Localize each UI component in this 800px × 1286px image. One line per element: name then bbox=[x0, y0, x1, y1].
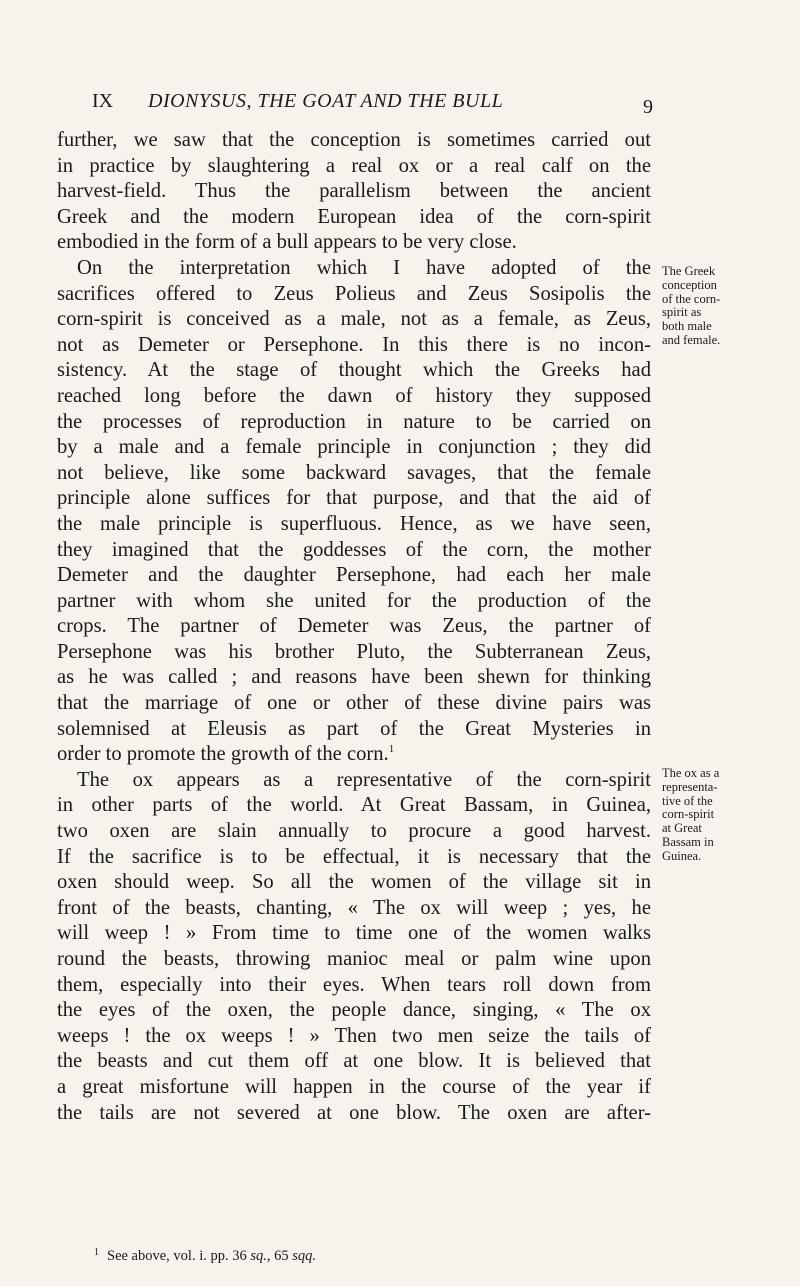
running-title: DIONYSUS, THE GOAT AND THE BULL bbox=[148, 90, 504, 112]
footnote-italic: sqq. bbox=[292, 1248, 317, 1264]
text-line: sacrifices offered to Zeus Polieus and Zeus Sosipolis the bbox=[57, 282, 651, 305]
text-line: will weep ! » From time to time one of the women walks bbox=[57, 922, 651, 945]
margin-note-line: The Greek bbox=[662, 264, 716, 278]
text-line: The ox appears as a representative of the corn-spirit bbox=[77, 768, 651, 791]
text-line: as he was called ; and reasons have been shewn for thinking bbox=[57, 666, 651, 689]
text-line: Demeter and the daughter Persephone, had each her male bbox=[57, 564, 651, 587]
margin-note-line: corn-spirit bbox=[662, 807, 715, 822]
margin-note-line: Bassam in bbox=[662, 834, 714, 849]
text-line: that the marriage of one or other of these divine pairs was bbox=[57, 692, 651, 715]
text-line: round the beasts, throwing manioc meal or palm wine upon bbox=[57, 948, 651, 970]
footnote-mark: 1 bbox=[94, 1247, 99, 1258]
margin-note-line: tive of the bbox=[662, 793, 713, 808]
text-line: solemnised at Eleusis as part of the Great Mysteries in bbox=[57, 717, 651, 740]
text-line: On the interpretation which I have adopted of the bbox=[77, 256, 651, 279]
margin-note-line: representa- bbox=[662, 779, 718, 794]
margin-note-line: of the corn- bbox=[662, 291, 721, 306]
footnote bbox=[94, 1247, 316, 1265]
text-line: the processes of reproduction in nature to be carried on bbox=[57, 410, 651, 433]
margin-note-line: spirit as bbox=[662, 305, 702, 320]
text-line: in other parts of the world. At Great Bassam, in Guinea, bbox=[57, 794, 651, 817]
text-line: corn-spirit is conceived as a male, not as a female, as Zeus, bbox=[57, 308, 651, 331]
text-line: Greek and the modern European idea of the corn-spirit bbox=[57, 205, 651, 228]
text-line: partner with whom she united for the production of the bbox=[57, 589, 651, 612]
text-line: further, we saw that the conception is sometimes carried out bbox=[57, 129, 651, 151]
margin-note-greek-conception bbox=[662, 265, 794, 348]
text-line: in practice by slaughtering a real ox or a real calf on the bbox=[57, 154, 651, 177]
text-line: crops. The partner of Demeter was Zeus, the partner of bbox=[57, 615, 651, 638]
text-line: the tails are not severed at one blow. The oxen are after- bbox=[57, 1101, 651, 1124]
text-line: not as Demeter or Persephone. In this there is no incon- bbox=[57, 333, 651, 356]
margin-note-line: at Great bbox=[662, 821, 702, 836]
text-line: two oxen are slain annually to procure a good harvest. bbox=[57, 820, 651, 843]
footnote-text: , 65 bbox=[266, 1248, 293, 1264]
page-number: 9 bbox=[643, 96, 653, 118]
footnote-italic: sq. bbox=[250, 1248, 267, 1264]
footnote-reference: 1 bbox=[388, 743, 395, 756]
text-line: oxen should weep. So all the women of the village sit in bbox=[57, 871, 651, 894]
margin-note-line: both male bbox=[662, 319, 712, 334]
margin-note-line: The ox as a bbox=[662, 766, 720, 780]
text-line: front of the beasts, chanting, « The ox will weep ; yes, he bbox=[57, 896, 651, 919]
margin-note-line: conception bbox=[662, 277, 717, 292]
text-line: a great misfortune will happen in the course of the year if bbox=[57, 1075, 651, 1098]
text-line: the male principle is superfluous. Hence, as we have seen, bbox=[57, 512, 651, 535]
text-line: they imagined that the goddesses of the corn, the mother bbox=[57, 538, 651, 561]
text-line: harvest-field. Thus the parallelism between the ancient bbox=[57, 180, 651, 203]
text-line: Persephone was his brother Pluto, the Subterranean Zeus, bbox=[57, 640, 651, 663]
text-line: the beasts and cut them off at one blow. It is believed that bbox=[57, 1050, 651, 1073]
margin-note-ox-guinea bbox=[662, 767, 794, 864]
text-line: the eyes of the oxen, the people dance, singing, « The ox bbox=[57, 999, 651, 1022]
text-line: order to promote the growth of the corn.$^1$ bbox=[57, 743, 395, 766]
footnote-text: See above, vol. i. pp. 36 bbox=[107, 1248, 251, 1264]
chapter-number: IX bbox=[92, 90, 114, 112]
body-text bbox=[57, 128, 651, 1126]
margin-note-line: Guinea. bbox=[662, 848, 702, 863]
text-line: not believe, like some backward savages, that the female bbox=[57, 461, 651, 484]
text-line: principle alone suffices for that purpose, and that the aid of bbox=[57, 487, 651, 510]
text-line: embodied in the form of a bull appears to be very close. bbox=[57, 231, 517, 254]
margin-note-line: and female. bbox=[662, 332, 721, 347]
text-line: weeps ! the ox weeps ! » Then two men seize the tails of bbox=[57, 1024, 651, 1047]
text-line: If the sacrifice is to be effectual, it is necessary that the bbox=[57, 845, 651, 868]
text-line: reached long before the dawn of history they supposed bbox=[57, 384, 651, 407]
text-line: them, especially into their eyes. When tears roll down from bbox=[57, 973, 651, 996]
text-line: by a male and a female principle in conjunction ; they did bbox=[57, 436, 651, 459]
text-line: sistency. At the stage of thought which the Greeks had bbox=[57, 359, 651, 382]
